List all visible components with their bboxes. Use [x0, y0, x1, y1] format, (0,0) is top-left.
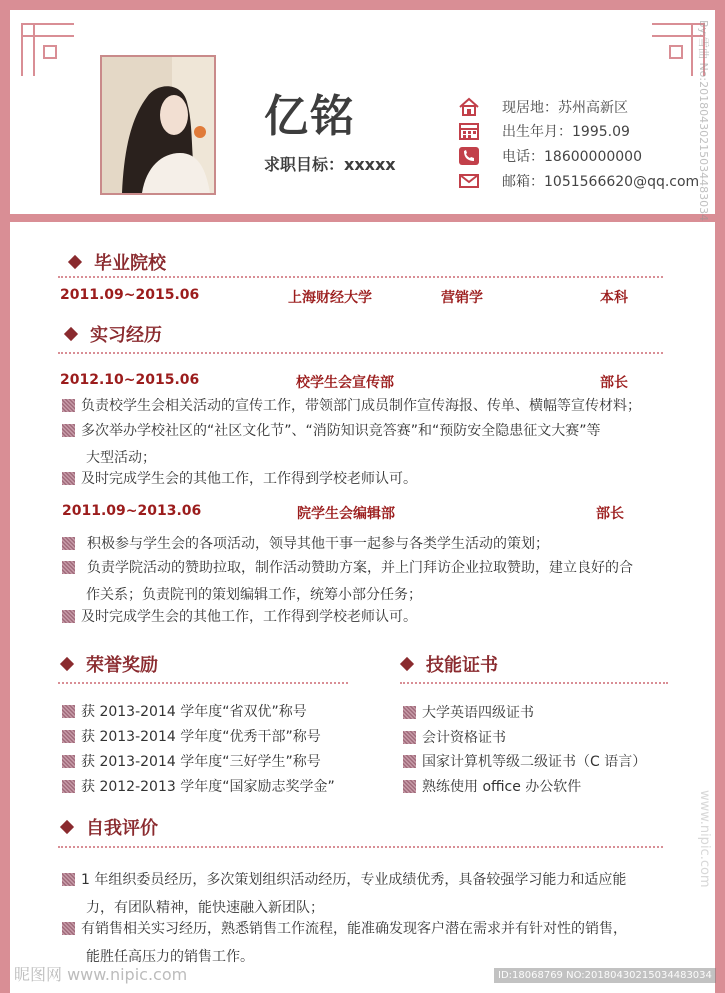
bullet-icon — [62, 780, 75, 793]
list-item: 负责学院活动的赞助拉取，制作活动赞助方案，并上门拜访企业拉取赞助，建立良好的合 — [62, 556, 633, 580]
diamond-icon — [400, 657, 414, 671]
contact-phone-text: 电话：18600000000 — [502, 149, 642, 165]
job1-role: 部长 — [600, 375, 628, 391]
bullet-icon — [62, 561, 75, 574]
edu-degree: 本科 — [600, 290, 628, 306]
edu-period: 2011.09~2015.06 — [60, 287, 200, 303]
section-internship-title — [66, 321, 162, 347]
bullet-icon — [62, 922, 75, 935]
bullet-icon — [403, 780, 416, 793]
diamond-icon — [68, 255, 82, 269]
list-item: 积极参与学生会的各项活动，领导其他干事一起参与各类学生活动的策划； — [62, 532, 549, 556]
list-item: 大学英语四级证书 — [403, 701, 534, 725]
job2-role: 部长 — [596, 506, 624, 522]
watermark-side-site: www.nipic.com — [697, 790, 712, 888]
job-target: 求职目标：xxxxx — [264, 155, 396, 174]
contact-email[interactable] — [458, 169, 699, 193]
list-item-continuation: 能胜任高压力的销售工作。 — [86, 949, 254, 965]
section-honors-title — [62, 651, 158, 677]
honors-title-text: 荣誉奖励 — [86, 655, 158, 676]
list-item: 获 2013-2014 学年度“优秀干部”称号 — [62, 725, 321, 749]
section-self-eval-title — [62, 814, 158, 840]
divider — [58, 846, 663, 848]
bullet-icon — [62, 610, 75, 623]
bullet-icon — [62, 424, 75, 437]
diamond-icon — [60, 657, 74, 671]
bullet-icon — [62, 755, 75, 768]
bullet-icon — [62, 472, 75, 485]
bullet-icon — [62, 730, 75, 743]
list-item: 有销售相关实习经历，熟悉销售工作流程，能准确发现客户潜在需求并有针对性的销售， — [62, 917, 627, 941]
list-item-continuation: 作关系；负责院刊的策划编辑工作，统筹小部分任务； — [86, 587, 422, 603]
section-skills-title — [402, 651, 498, 677]
list-item: 负责校学生会相关活动的宣传工作，带领部门成员制作宣传海报、传单、横幅等宣传材料； — [62, 394, 641, 418]
education-title-text: 毕业院校 — [94, 253, 166, 274]
bullet-icon — [403, 706, 416, 719]
list-item: 会计资格证书 — [403, 726, 506, 750]
bullet-icon — [403, 731, 416, 744]
list-item-continuation: 力，有团队精神，能快速融入新团队； — [86, 900, 324, 916]
divider — [58, 276, 663, 278]
list-item: 及时完成学生会的其他工作，工作得到学校老师认可。 — [62, 467, 417, 491]
list-item: 熟练使用 office 办公软件 — [403, 775, 581, 799]
contact-birth — [458, 119, 630, 143]
divider — [58, 352, 663, 354]
bullet-icon — [62, 705, 75, 718]
divider — [400, 682, 668, 684]
watermark-id: ID:18068769 NO:20180430215034483034 — [494, 968, 716, 983]
contact-address-text: 现居地：苏州高新区 — [502, 100, 628, 116]
mail-icon — [458, 171, 480, 191]
divider — [58, 682, 348, 684]
candidate-name: 亿铭 — [264, 91, 356, 142]
list-item: 获 2013-2014 学年度“省双优”称号 — [62, 700, 307, 724]
corner-ornament-left — [20, 22, 76, 78]
bullet-icon — [62, 537, 75, 550]
contact-email-text: 邮箱：1051566620@qq.com — [502, 174, 700, 190]
list-item: 及时完成学生会的其他工作，工作得到学校老师认可。 — [62, 605, 417, 629]
internship-title-text: 实习经历 — [90, 325, 162, 346]
self-eval-title-text: 自我评价 — [86, 818, 158, 839]
calendar-icon — [458, 121, 480, 141]
bullet-icon — [403, 755, 416, 768]
job1-org: 校学生会宣传部 — [296, 375, 394, 391]
watermark-side: By:雪曲 No:20180430215034483034 — [697, 20, 710, 222]
list-item: 多次举办学校社区的“社区文化节”、“消防知识竞答赛”和“预防安全隐患征文大赛”等 — [62, 419, 601, 443]
list-item: 获 2013-2014 学年度“三好学生”称号 — [62, 750, 321, 774]
list-item: 国家计算机等级二级证书（C 语言） — [403, 750, 646, 774]
contact-address — [458, 95, 628, 119]
edu-major: 营销学 — [441, 290, 483, 306]
header-divider — [10, 214, 715, 222]
section-education-title — [70, 249, 166, 275]
job2-period: 2011.09~2013.06 — [62, 503, 202, 519]
watermark-site: 昵图网 www.nipic.com — [14, 965, 188, 984]
profile-photo — [100, 55, 216, 195]
diamond-icon — [64, 327, 78, 341]
diamond-icon — [60, 820, 74, 834]
phone-icon — [458, 146, 480, 166]
list-item: 1 年组织委员经历，多次策划组织活动经历，专业成绩优秀，具备较强学习能力和适应能 — [62, 868, 626, 892]
bullet-icon — [62, 399, 75, 412]
edu-school: 上海财经大学 — [288, 290, 372, 306]
skills-title-text: 技能证书 — [426, 655, 498, 676]
contact-phone — [458, 144, 642, 168]
list-item-continuation: 大型活动； — [86, 450, 156, 466]
home-icon — [458, 97, 480, 117]
job1-period: 2012.10~2015.06 — [60, 372, 200, 388]
list-item: 获 2012-2013 学年度“国家励志奖学金” — [62, 775, 335, 799]
bullet-icon — [62, 873, 75, 886]
contact-birth-text: 出生年月：1995.09 — [502, 124, 630, 140]
job2-org: 院学生会编辑部 — [297, 506, 395, 522]
